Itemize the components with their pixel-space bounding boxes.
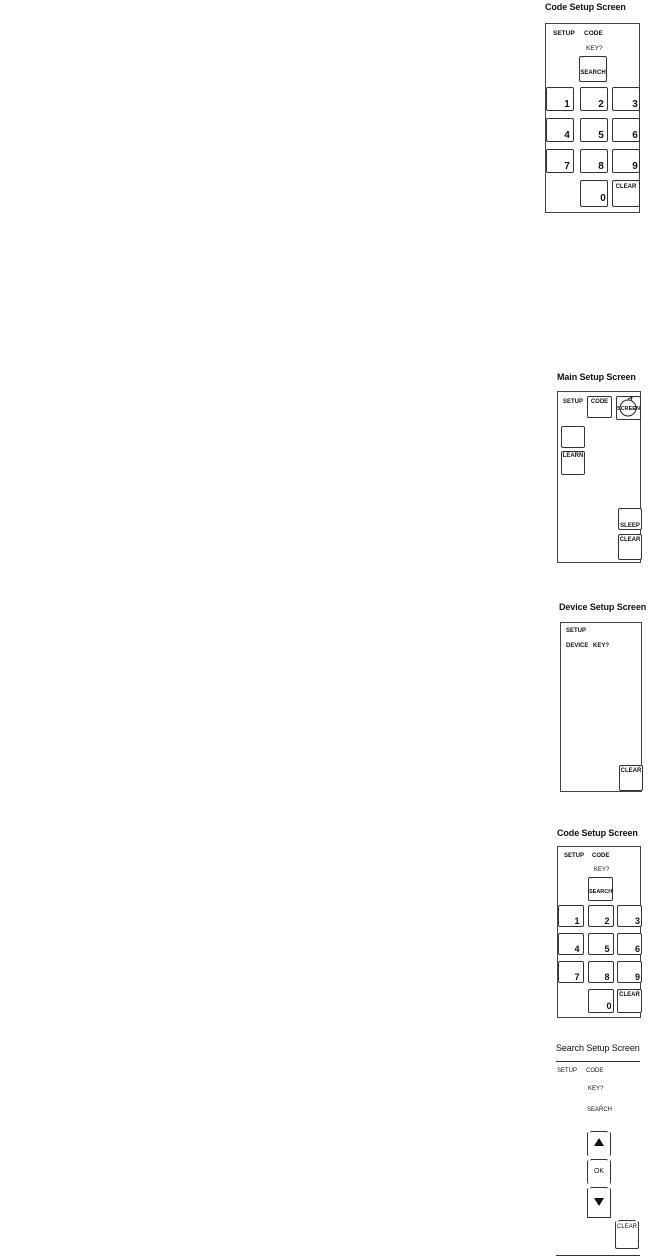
code-label: CODE — [584, 29, 603, 38]
digit-7-button[interactable]: 7 — [558, 961, 584, 983]
panel-title: Device Setup Screen — [559, 602, 647, 612]
code-button[interactable]: CODE — [587, 396, 612, 418]
clear-button[interactable]: CLEAR — [619, 765, 643, 791]
panel-title: Code Setup Screen — [557, 828, 638, 838]
key-prompt: KEY? — [586, 44, 603, 53]
digit-6-button[interactable]: 6 — [617, 933, 642, 955]
digit-9-button[interactable]: 9 — [612, 149, 640, 173]
screen-frame — [556, 1061, 640, 1255]
panel-title: Search Setup Screen — [556, 1043, 640, 1053]
down-arrow-icon — [587, 1190, 611, 1214]
setup-label: SETUP — [566, 627, 587, 635]
search-label: SEARCH — [587, 1106, 613, 1114]
key-prompt: KEY? — [593, 642, 610, 650]
digit-6-button[interactable]: 6 — [612, 118, 640, 142]
digit-8-button[interactable]: 8 — [588, 961, 614, 983]
learn-button[interactable]: LEARN — [561, 451, 585, 475]
code-label: CODE — [586, 1067, 604, 1075]
digit-2-button[interactable]: 2 — [580, 87, 608, 111]
digit-9-button[interactable]: 9 — [617, 961, 642, 983]
key-prompt: KEY? — [588, 1085, 604, 1093]
screen-frame — [557, 391, 641, 563]
digit-5-button[interactable]: 5 — [588, 933, 614, 955]
up-arrow-button[interactable] — [587, 1132, 611, 1156]
digit-4-button[interactable]: 4 — [558, 933, 584, 955]
setup-label: SETUP — [563, 398, 584, 406]
digit-3-button[interactable]: 3 — [612, 87, 640, 111]
digit-7-button[interactable]: 7 — [546, 149, 574, 173]
digit-0-button[interactable]: 0 — [580, 180, 608, 207]
digit-2-button[interactable]: 2 — [588, 905, 614, 927]
search-button[interactable]: SEARCH — [588, 877, 613, 901]
clear-button[interactable]: CLEAR — [615, 1221, 639, 1249]
setup-label: SETUP — [557, 1067, 578, 1075]
clear-button[interactable]: CLEAR — [617, 989, 642, 1013]
down-arrow-button[interactable] — [587, 1188, 611, 1218]
key-prompt: KEY? — [594, 866, 610, 874]
clear-button[interactable]: CLEAR — [618, 534, 642, 560]
screen-frame — [545, 23, 640, 213]
digit-3-button[interactable]: 3 — [617, 905, 642, 927]
screen-frame — [557, 846, 641, 1018]
setup-label: SETUP — [553, 29, 575, 38]
panel-title: Code Setup Screen — [545, 2, 626, 12]
digit-5-button[interactable]: 5 — [580, 118, 608, 142]
code-label: CODE — [592, 852, 610, 860]
bottom-rule — [556, 1255, 640, 1256]
ok-button[interactable]: OK — [587, 1160, 611, 1184]
screen-frame — [560, 622, 642, 792]
panel-title: Main Setup Screen — [557, 372, 636, 382]
digit-4-button[interactable]: 4 — [546, 118, 574, 142]
sleep-button[interactable]: SLEEP — [618, 508, 642, 530]
digit-1-button[interactable]: 1 — [558, 905, 584, 927]
blank-button[interactable] — [561, 426, 585, 448]
setup-label: SETUP — [564, 852, 585, 860]
clear-button[interactable]: CLEAR — [612, 180, 640, 207]
search-button[interactable]: SEARCH — [579, 56, 607, 82]
up-arrow-icon — [587, 1132, 611, 1156]
digit-1-button[interactable]: 1 — [546, 87, 574, 111]
digit-0-button[interactable]: 0 — [588, 989, 614, 1013]
device-label: DEVICE — [566, 642, 589, 650]
digit-8-button[interactable]: 8 — [580, 149, 608, 173]
screen-button[interactable]: SCREEN — [616, 396, 641, 420]
